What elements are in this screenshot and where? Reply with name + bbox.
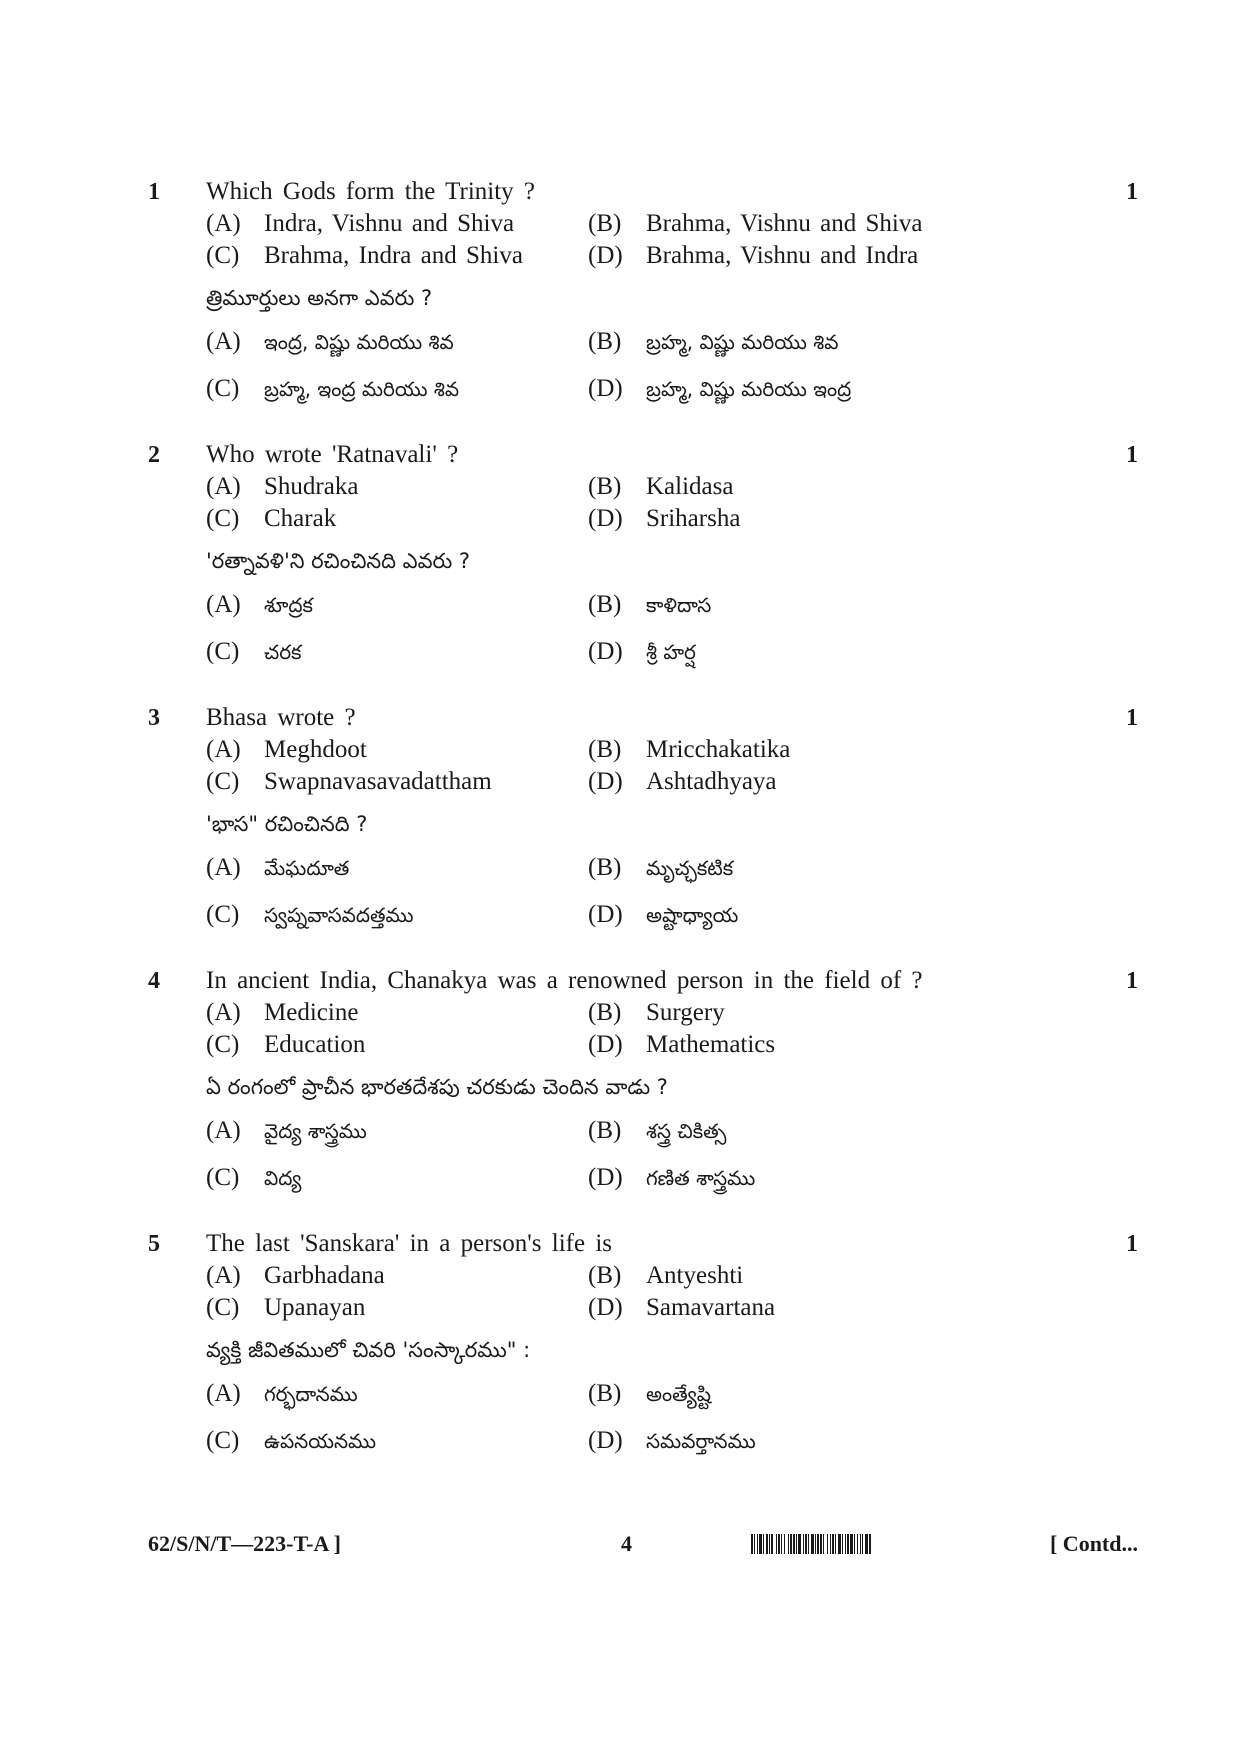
telugu-option-c: (C) స్వప్నవాసవదత్తము (206, 901, 414, 928)
telugu-option-c: (C) బ్రహ్మ, ఇంద్ర మరియు శివ (206, 375, 460, 402)
option-b: (B) Mricchakatika (588, 736, 791, 763)
telugu-option-d: (D) బ్రహ్మ, విష్ణు మరియు ఇంద్ర (588, 375, 852, 402)
question-body (206, 965, 1138, 1197)
telugu-option-a: (A) ఇంద్ర, విష్ణు మరియు శివ (206, 328, 454, 355)
option-row (206, 471, 1138, 503)
option-d: (D) Ashtadhyaya (588, 768, 777, 795)
question-text: In ancient India, Chanakya was a renowned person in the field of ? (206, 967, 923, 994)
option-d: (D) Mathematics (588, 1031, 776, 1058)
telugu-option-row (206, 1162, 1138, 1197)
question-body (206, 176, 1138, 408)
option-b: (B) Antyeshti (588, 1262, 744, 1289)
option-d: (D) Samavartana (588, 1294, 776, 1321)
telugu-option-row (206, 852, 1138, 887)
question-number: 5 (148, 1231, 160, 1257)
question-marks: 1 (1126, 179, 1138, 205)
telugu-option-d: (D) గణిత శాస్త్రము (588, 1164, 756, 1191)
telugu-question-text: 'రత్నావళి'ని రచించినది ఎవరు ? (206, 549, 471, 573)
option-d: (D) Brahma, Vishnu and Indra (588, 242, 919, 269)
question-number: 3 (148, 705, 160, 731)
question-1 (148, 176, 1138, 408)
question-marks: 1 (1126, 1231, 1138, 1257)
telugu-question-text: వ్యక్తి జీవితములో చివరి 'సంస్కారము" : (206, 1338, 531, 1362)
question-5 (148, 1228, 1138, 1460)
question-4 (148, 965, 1138, 1197)
question-body (206, 1228, 1138, 1460)
option-a: (A) Medicine (206, 999, 359, 1026)
contd-label: [ Contd... (1049, 1531, 1138, 1556)
option-row (206, 1260, 1138, 1292)
telugu-option-a: (A) శూద్రక (206, 591, 313, 618)
telugu-option-a: (A) వైద్య శాస్త్రము (206, 1117, 367, 1144)
telugu-option-a: (A) గర్భదానము (206, 1380, 358, 1407)
question-number: 1 (148, 179, 160, 205)
telugu-option-row (206, 636, 1138, 671)
page-number: 4 (621, 1531, 632, 1556)
barcode-icon (751, 1534, 987, 1554)
question-number: 2 (148, 442, 160, 468)
telugu-option-row (206, 326, 1138, 361)
telugu-option-row (206, 1378, 1138, 1413)
telugu-question-text: 'భాస" రచించినది ? (206, 812, 368, 836)
telugu-option-b: (B) బ్రహ్మ, విష్ణు మరియు శివ (588, 328, 839, 355)
option-b: (B) Kalidasa (588, 473, 734, 500)
question-body (206, 439, 1138, 671)
option-a: (A) Indra, Vishnu and Shiva (206, 210, 515, 237)
option-d: (D) Sriharsha (588, 505, 741, 532)
question-text: Bhasa wrote ? (206, 704, 356, 731)
paper-code: 62/S/N/T—223-T-A ] (148, 1531, 341, 1556)
option-row (206, 997, 1138, 1029)
telugu-option-b: (B) కాళిదాస (588, 591, 712, 618)
option-c: (C) Swapnavasavadattham (206, 768, 492, 795)
question-number: 4 (148, 968, 160, 994)
question-2 (148, 439, 1138, 671)
page-footer (148, 1528, 1138, 1560)
telugu-option-a: (A) మేఘదూత (206, 854, 350, 881)
option-row (206, 734, 1138, 766)
option-b: (B) Brahma, Vishnu and Shiva (588, 210, 923, 237)
option-row (206, 208, 1138, 240)
option-row (206, 240, 1138, 272)
telugu-question-text: ఏ రంగంలో ప్రాచీన భారతదేశపు చరకుడు చెందిన వాడు ? (206, 1075, 668, 1099)
telugu-option-row (206, 373, 1138, 408)
telugu-option-b: (B) అంత్యేష్టి (588, 1380, 712, 1407)
option-row (206, 503, 1138, 535)
telugu-question-text: త్రిమూర్తులు అనగా ఎవరు ? (206, 286, 433, 310)
telugu-option-d: (D) శ్రీ హర్ష (588, 638, 696, 665)
telugu-option-row (206, 899, 1138, 934)
option-a: (A) Garbhadana (206, 1262, 385, 1289)
telugu-option-d: (D) సమవర్తానము (588, 1427, 756, 1454)
telugu-option-b: (B) మృచ్ఛకటిక (588, 854, 734, 881)
telugu-option-row (206, 1115, 1138, 1150)
option-c: (C) Upanayan (206, 1294, 366, 1321)
telugu-option-c: (C) చరక (206, 638, 302, 665)
question-marks: 1 (1126, 705, 1138, 731)
option-b: (B) Surgery (588, 999, 725, 1026)
question-marks: 1 (1126, 442, 1138, 468)
option-a: (A) Shudraka (206, 473, 359, 500)
question-marks: 1 (1126, 968, 1138, 994)
option-a: (A) Meghdoot (206, 736, 367, 763)
telugu-option-b: (B) శస్త్ర చికిత్స (588, 1117, 727, 1144)
telugu-option-d: (D) అష్టాధ్యాయ (588, 901, 739, 928)
question-3 (148, 702, 1138, 934)
telugu-option-c: (C) విద్య (206, 1164, 302, 1191)
question-text: Who wrote 'Ratnavali' ? (206, 441, 459, 468)
option-c: (C) Education (206, 1031, 366, 1058)
option-row (206, 1292, 1138, 1324)
option-c: (C) Charak (206, 505, 337, 532)
question-text: The last 'Sanskara' in a person's life is (206, 1230, 613, 1257)
question-body (206, 702, 1138, 934)
telugu-option-row (206, 1425, 1138, 1460)
option-row (206, 1029, 1138, 1061)
telugu-option-row (206, 589, 1138, 624)
telugu-option-c: (C) ఉపనయనము (206, 1427, 377, 1454)
option-c: (C) Brahma, Indra and Shiva (206, 242, 523, 269)
question-text: Which Gods form the Trinity ? (206, 178, 536, 205)
option-row (206, 766, 1138, 798)
